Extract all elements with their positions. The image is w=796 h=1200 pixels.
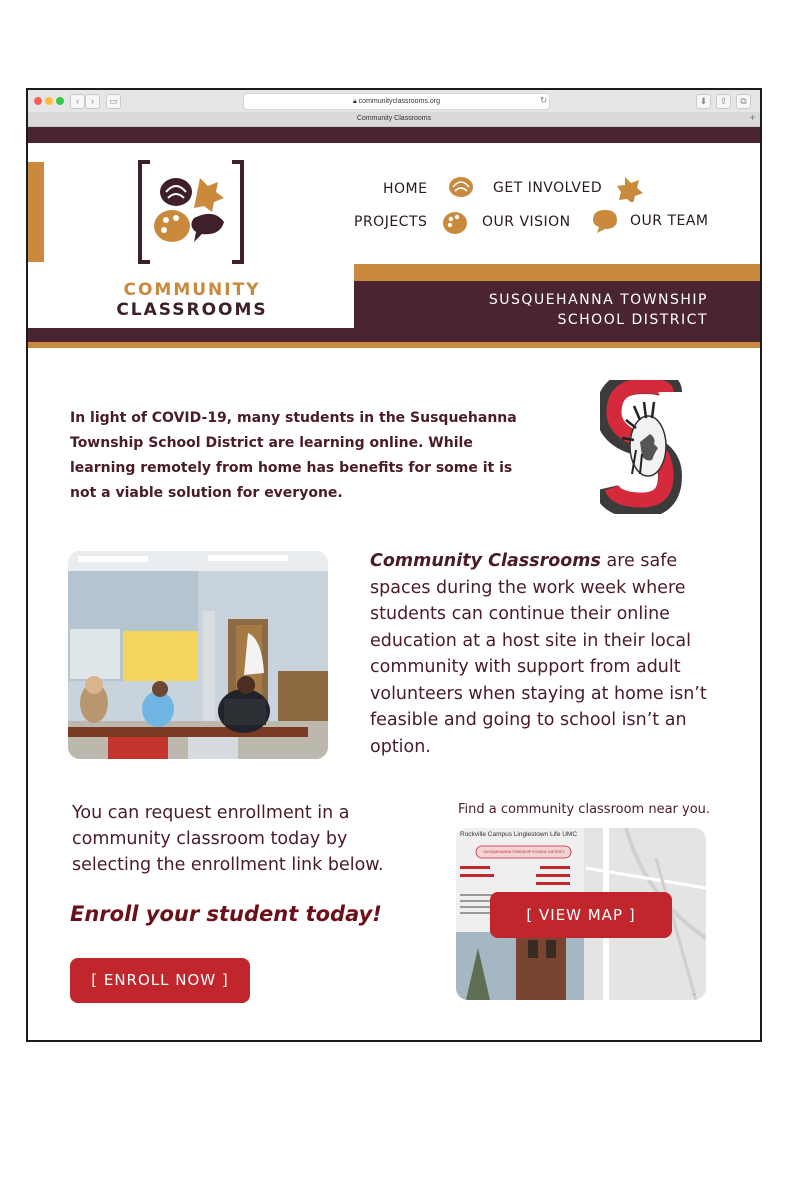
address-bar[interactable] (243, 93, 550, 110)
nav-our-team[interactable]: OUR TEAM (630, 213, 709, 229)
puzzle-icon (617, 174, 645, 207)
district-emblem (600, 380, 686, 514)
close-window-button[interactable] (34, 97, 42, 105)
lock-icon: 🔒︎ (353, 98, 359, 105)
back-button[interactable]: ‹ (70, 94, 85, 109)
nav-get-involved[interactable]: GET INVOLVED (493, 180, 603, 196)
maximize-window-button[interactable] (56, 97, 64, 105)
classroom-photo (68, 551, 328, 759)
brain-icon (448, 176, 474, 205)
download-icon[interactable]: ⬇ (696, 94, 711, 109)
header-gold-band (354, 264, 762, 281)
logo-text-community: COMMUNITY (123, 280, 261, 300)
reload-icon[interactable]: ↻ (539, 95, 548, 105)
nav-our-vision[interactable]: OUR VISION (482, 214, 571, 230)
header-left-accent (28, 162, 44, 262)
enroll-now-button[interactable]: [ ENROLL NOW ] (70, 958, 250, 1003)
enrollment-request-text: You can request enrollment in a community classroom today by selecting the enrollment link below. (72, 803, 384, 875)
svg-text:–: – (692, 992, 696, 998)
forward-button[interactable]: › (85, 94, 100, 109)
logo-text-classrooms: CLASSROOMS (116, 300, 268, 320)
map-card-badge: SUSQUEHANNA TOWNSHIP SCHOOL DISTRICT (483, 850, 565, 854)
sidebar-icon[interactable]: ▭ (106, 94, 121, 109)
browser-toolbar (28, 90, 760, 113)
description-paragraph (370, 548, 710, 760)
url-text: communityclassrooms.org (358, 98, 440, 105)
header-bottom-gold-line (28, 342, 760, 348)
district-name-line1: SUSQUEHANNA TOWNSHIP (488, 292, 708, 308)
description-text: are safe spaces during the work week where students can continue their online education at a host site in their local community with support from adult volunteers when staying at home isn’t feasible and going to school isn’t an option. (370, 551, 707, 757)
new-tab-button[interactable]: + (749, 113, 756, 124)
header-top-band (28, 127, 760, 143)
site-logo[interactable] (138, 160, 244, 264)
logo-mark-icon (138, 160, 244, 264)
palette-icon (441, 208, 469, 241)
active-tab-title[interactable]: Community Classrooms (356, 115, 432, 122)
header-bottom-band (28, 328, 760, 342)
district-name-line2: SCHOOL DISTRICT (557, 312, 708, 328)
minimize-window-button[interactable] (45, 97, 53, 105)
nav-projects[interactable]: PROJECTS (354, 214, 428, 230)
share-icon[interactable]: ⇪ (716, 94, 731, 109)
nav-home[interactable]: HOME (383, 181, 428, 197)
view-map-button[interactable]: [ VIEW MAP ] (490, 892, 672, 938)
enroll-heading: Enroll your student today! (70, 902, 382, 926)
tab-bar (28, 112, 760, 127)
tabs-overview-icon[interactable]: ⧉ (736, 94, 751, 109)
find-classroom-prompt: Find a community classroom near you. (458, 802, 711, 817)
intro-paragraph: In light of COVID-19, many students in the Susquehanna Township School District are learning online. While learning remotely from home has benefits for some it is not a viable solution for everyone. (70, 410, 517, 501)
map-card-title: Rockville Campus Linglestown Life UMC (460, 831, 578, 838)
description-highlight: Community Classrooms (370, 551, 601, 571)
speech-bubble-icon (590, 208, 618, 239)
screenshot-frame (26, 88, 762, 1042)
